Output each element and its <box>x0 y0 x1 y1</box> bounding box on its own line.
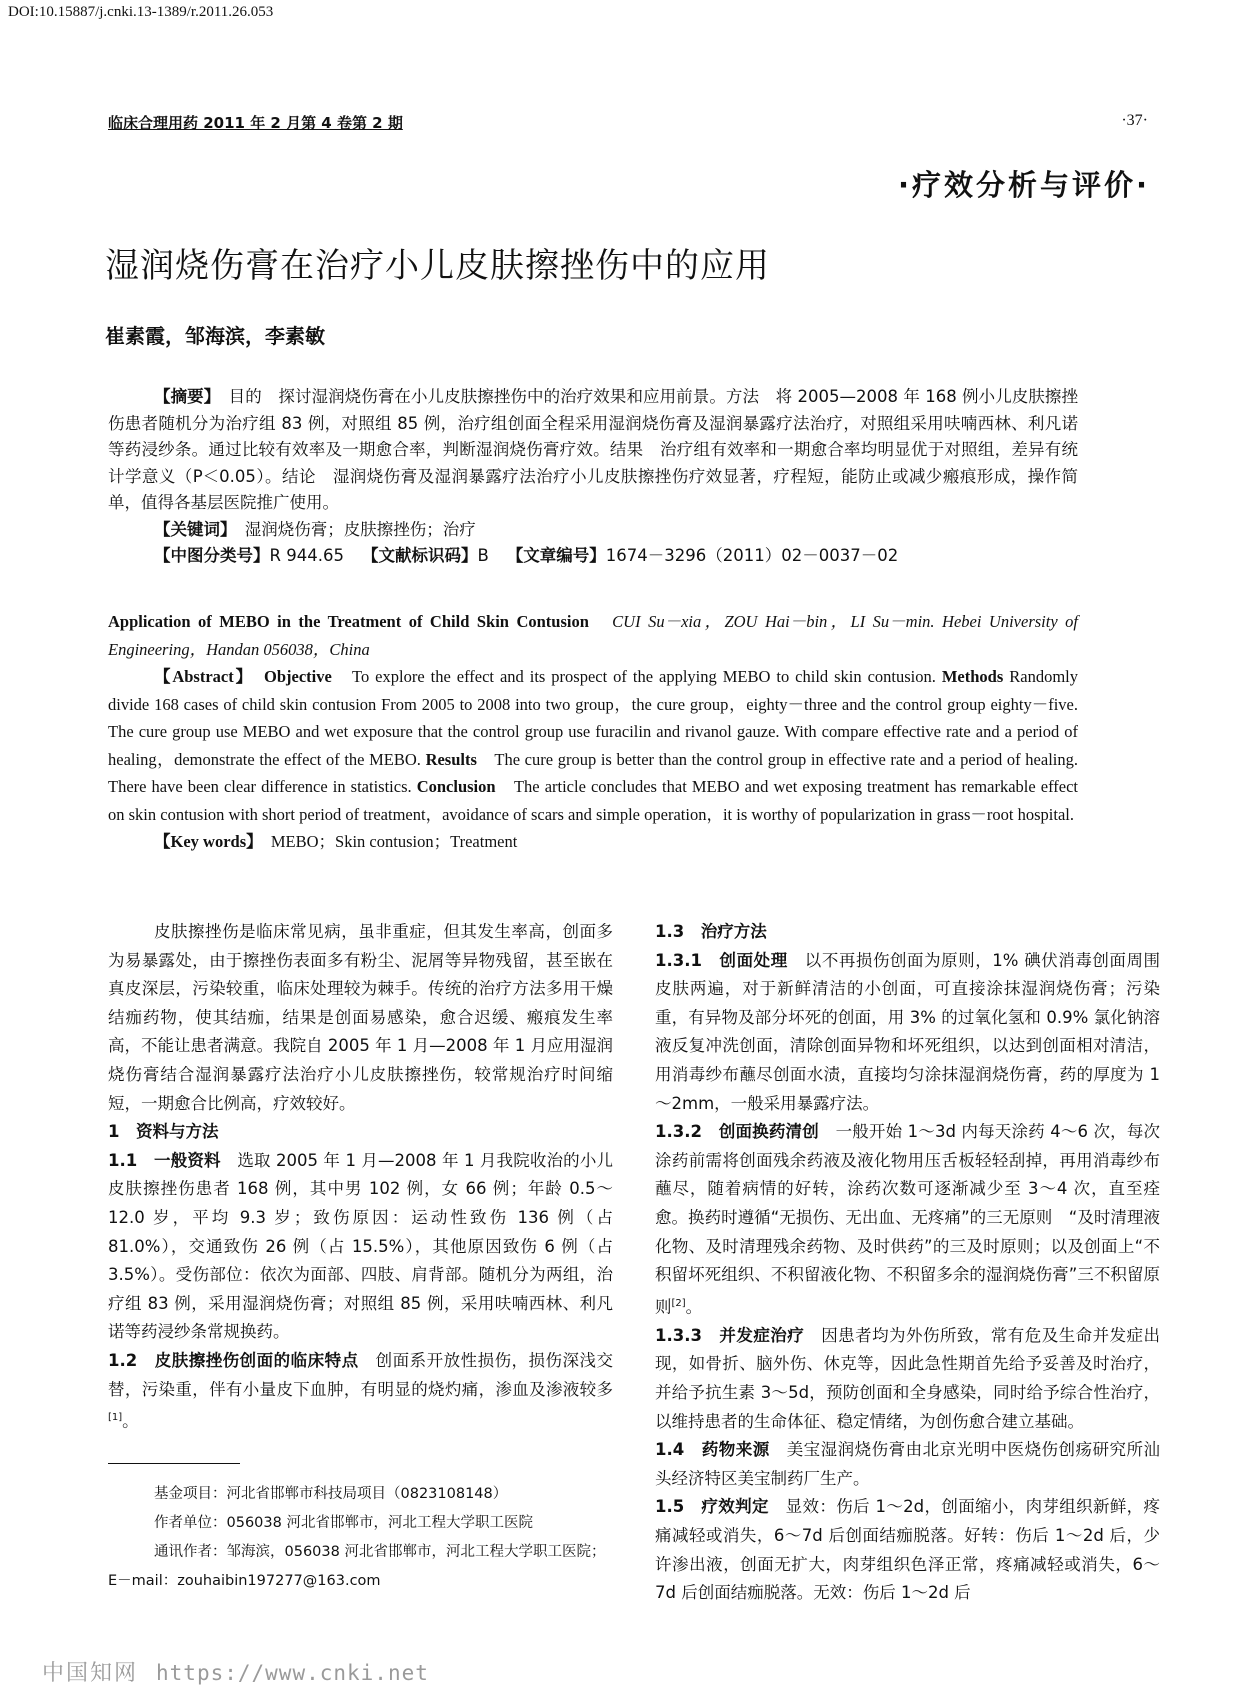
article-title: 湿润烧伤膏在治疗小儿皮肤擦挫伤中的应用 <box>105 246 770 286</box>
paragraph-1-1 <box>108 1147 613 1347</box>
english-keywords-label: 【Key words】 <box>154 832 255 851</box>
heading-1-5: 1.5 疗效判定 <box>655 1497 769 1517</box>
clc-value: R 944.65 <box>269 546 344 565</box>
clc-label: 【中图分类号】 <box>154 546 270 565</box>
heading-1-1: 1.1 一般资料 <box>108 1150 221 1170</box>
conclusion-text: The article concludes that MEBO and wet exposing treatment has remarkable effect on skin contusion with short period of treatment，avoidance of scars and simple operation，it is worthy of popularization in grass－root hospital. <box>108 777 1079 824</box>
classification-line <box>108 543 1078 570</box>
text-1-2: 创面系开放性损伤，损伤深浅交替，污染重，伴有小量皮下血肿，有明显的烧灼痛，渗血及渗液较多 <box>108 1350 614 1399</box>
keywords-label: 【关键词】 <box>154 519 229 539</box>
abstract-paragraph <box>108 384 1078 517</box>
text-1-3-2-end: 。 <box>685 1297 703 1317</box>
section-title: ·疗效分析与评价· <box>897 168 1150 202</box>
text-1-4: 美宝湿润烧伤膏由北京光明中医烧伤创疡研究所汕头经济特区美宝制药厂生产。 <box>655 1440 1161 1488</box>
paragraph-1-2 <box>108 1347 613 1436</box>
keywords-line <box>108 517 1078 544</box>
results-label: Results <box>425 749 477 769</box>
heading-1-4: 1.4 药物来源 <box>655 1440 770 1460</box>
heading-1-2: 1.2 皮肤擦挫伤创面的临床特点 <box>108 1350 359 1370</box>
english-abstract-label: 【Abstract】 <box>154 667 246 686</box>
section-heading-1: 1 资料与方法 <box>108 1122 219 1142</box>
keywords-text: 湿润烧伤膏；皮肤擦挫伤；治疗 <box>244 519 476 539</box>
english-keywords: MEBO；Skin contusion；Treatment <box>270 832 518 851</box>
text-1-5: 显效：伤后 1～2d，创面缩小，肉芽组织新鲜，疼痛减轻或消失，6～7d 后创面结痂脱落。好转：伤后 1～2d 后，少许渗出液，创面无扩大，肉芽组织色泽正常，疼痛减轻或消失，6～7d 后创面结痂脱落。无效：伤后 1～2d 后 <box>655 1497 1161 1603</box>
methods-label: Methods <box>941 667 1004 686</box>
text-1-3-1: 以不再损伤创面为原则，1% 碘伏消毒创面周围皮肤两遍，对于新鲜清洁的小创面，可直接涂抹湿润烧伤膏；污染重，有异物及部分坏死的创面，用 3% 的过氧化氢和 0.9% 氯化钠溶液反复冲洗创面，清除创面异物和坏死组织，以达到创面相对清洁，用消毒纱布蘸尽创面水渍，直接均匀涂抹湿润烧伤膏，药的厚度为 1～2mm，一般采用暴露疗法。 <box>655 950 1161 1113</box>
objective-text: To explore the effect and its prospect of the applying MEBO to child skin contusion. <box>352 667 936 686</box>
heading-1-3-3: 1.3.3 并发症治疗 <box>655 1325 805 1345</box>
paragraph-1-3-3 <box>655 1322 1160 1436</box>
heading-1-3: 1.3 治疗方法 <box>655 922 767 941</box>
english-keywords-line <box>108 828 1078 856</box>
body-column-left <box>108 918 613 1436</box>
footnote-unit: 作者单位：056038 河北省邯郸市，河北工程大学职工医院 <box>154 1515 533 1531</box>
text-1-3-3: 因患者均为外伤所致，常有危及生命并发症出现，如骨折、脑外伤、休克等，因此急性期首先给予妥善及时治疗，并给予抗生素 3～5d，预防创面和全身感染，同时给予综合性治疗，以维持患者的生命体征、稳定情绪，为创伤愈合建立基础。 <box>655 1325 1161 1431</box>
journal-header: 临床合理用药 2011 年 2 月第 4 卷第 2 期 <box>108 114 403 132</box>
cnki-watermark <box>42 1656 429 1687</box>
page-number: ·37· <box>1121 112 1148 129</box>
english-authors: CUI Su－xia，ZOU Hai－bin，LI Su－min. Hebei University of Engineering，Handan 056038，China <box>108 612 1078 659</box>
conclusion-label: Conclusion <box>416 777 496 796</box>
footnote-divider <box>108 1463 240 1464</box>
doi-line: DOI:10.15887/j.cnki.13-1389/r.2011.26.053 <box>8 4 274 20</box>
doc-code-label: 【文献标识码】 <box>361 546 478 565</box>
article-authors: 崔素霞，邹海滨，李素敏 <box>105 324 325 348</box>
intro-paragraph: 皮肤擦挫伤是临床常见病，虽非重症，但其发生率高，创面多为易暴露处，由于擦挫伤表面多有粉尘、泥屑等异物残留，甚至嵌在真皮深层，污染较重，临床处理较为棘手。传统的治疗方法多用干燥结痂药物，使其结痂，结果是创面易感染，愈合迟缓、瘢痕发生率高，不能让患者满意。我院自 2005 年 1 月—2008 年 1 月应用湿润烧伤膏结合湿润暴露疗法治疗小儿皮肤擦挫伤，较常规治疗时间缩短，一期愈合比例高，疗效较好。 <box>108 922 613 1113</box>
results-text: The cure group is better than the control group in effective rate and a period of healing. There have been clear difference in statistics. <box>108 749 1078 796</box>
footnote-fund: 基金项目：河北省邯郸市科技局项目（0823108148） <box>154 1486 508 1502</box>
article-no-value: 1674－3296（2011）02－0037－02 <box>605 546 899 565</box>
abstract-label: 【摘要】 <box>154 387 213 406</box>
abstract-text: 目的 探讨湿润烧伤膏在小儿皮肤擦挫伤中的治疗效果和应用前景。方法 将 2005—2008 年 168 例小儿皮肤擦挫伤患者随机分为治疗组 83 例，对照组 85 例，治疗组创面全程采用湿润烧伤膏及湿润暴露疗法治疗，对照组采用呋喃西林、利凡诺等药浸纱条。通过比较有效率及一期愈合率，判断湿润烧伤膏疗效。结果 治疗组有效率和一期愈合率均明显优于对照组，差异有统计学意义（P＜0.05）。结论 湿润烧伤膏及湿润暴露疗法治疗小儿皮肤擦挫伤疗效显著，疗程短，能防止或减少瘢痕形成，操作简单，值得各基层医院推广使用。 <box>108 387 1078 512</box>
paragraph-1-4 <box>655 1436 1160 1493</box>
paragraph-1-5 <box>655 1493 1160 1607</box>
heading-1-3-1: 1.3.1 创面处理 <box>655 950 788 970</box>
watermark-site: 中国知网 <box>42 1661 139 1686</box>
english-abstract <box>108 608 1078 856</box>
doc-code-value: B <box>477 546 489 565</box>
body-column-right <box>655 918 1160 1608</box>
english-abstract-body <box>108 663 1078 828</box>
chinese-abstract <box>108 384 1078 570</box>
methods-text: Randomly divide 168 cases of child skin contusion From 2005 to 2008 into two group，the cure group，eighty－three and the control group eighty－five. The cure group use MEBO and wet exposure that the control group use furacilin and rivanol gauze. With compare effective rate and a period of healing，demonstrate the effect of the MEBO. <box>108 667 1078 769</box>
text-1-1: 选取 2005 年 1 月—2008 年 1 月我院收治的小儿皮肤擦挫伤患者 168 例，其中男 102 例，女 66 例；年龄 0.5～12.0 岁，平均 9.3 岁；致伤原因：运动性致伤 136 例（占 81.0%），交通致伤 26 例（占 15.5%），其他原因致伤 6 例（占 3.5%）。受伤部位：依次为面部、四肢、肩背部。随机分为两组，治疗组 83 例，采用湿润烧伤膏；对照组 85 例，采用呋喃西林、利凡诺等药浸纱条常规换药。 <box>108 1150 613 1342</box>
english-title: Application of MEBO in the Treatment of Child Skin Contusion <box>108 612 589 631</box>
footnote <box>108 1480 613 1596</box>
paragraph-1-3-1 <box>655 947 1160 1119</box>
heading-1-3-2: 1.3.2 创面换药清创 <box>655 1122 819 1142</box>
article-no-label: 【文章编号】 <box>506 546 606 565</box>
footnote-correspondence: 通讯作者：邹海滨，056038 河北省邯郸市，河北工程大学职工医院；E－mail：zouhaibin197277@163.com <box>108 1544 606 1589</box>
text-1-2-end: 。 <box>122 1411 139 1431</box>
watermark-url: https://www.cnki.net <box>156 1661 429 1685</box>
objective-label: Objective <box>264 667 332 686</box>
reference-2: [2] <box>671 1297 686 1309</box>
reference-1: [1] <box>108 1412 123 1424</box>
english-title-line <box>108 608 1078 663</box>
text-1-3-2: 一般开始 1～3d 内每天涂药 4～6 次，每次涂药前需将创面残余药液及液化物用压舌板轻轻刮掉，再用消毒纱布蘸尽，随着病情的好转，涂药次数可逐渐减少至 3～4 次，直至痊愈。换药时遵循“无损伤、无出血、无疼痛”的三无原则 “及时清理液化物、及时清理残余药物、及时供药”的三及时原则；以及创面上“不积留坏死组织、不积留液化物、不积留多余的湿润烧伤膏”三不积留原则 <box>655 1122 1160 1317</box>
paragraph-1-3-2 <box>655 1118 1160 1322</box>
